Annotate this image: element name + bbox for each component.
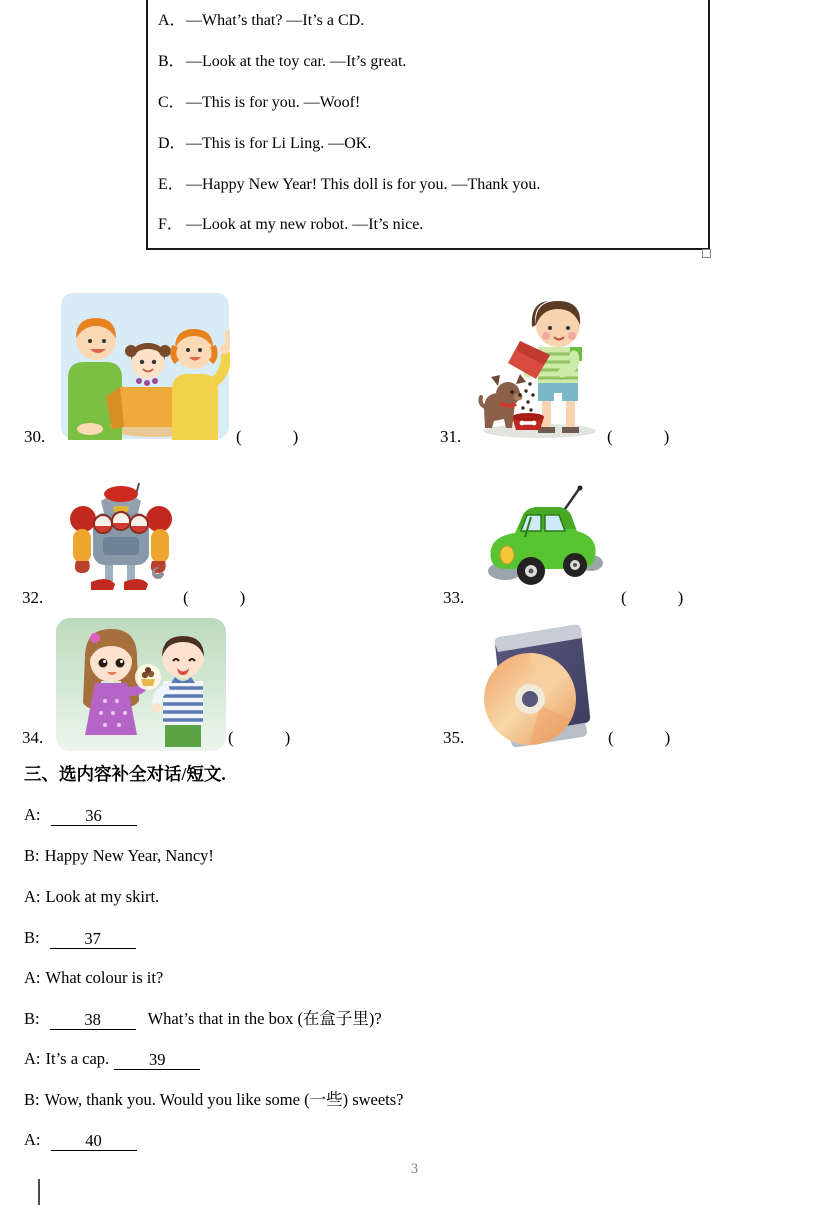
speaker-label: B: xyxy=(24,1009,40,1028)
blank-40: 40 xyxy=(51,1130,137,1151)
blank-38: 38 xyxy=(50,1009,136,1030)
question-number-35: 35. xyxy=(443,728,465,747)
option-text: —This is for you. —Woof! xyxy=(186,94,361,111)
dialogue-line-6 xyxy=(24,1008,382,1030)
blank-39: 39 xyxy=(114,1049,200,1070)
options-box xyxy=(146,0,710,250)
dialogue-line-9 xyxy=(24,1129,139,1151)
speaker-label: A: xyxy=(24,1130,41,1149)
option-letter: C． xyxy=(158,94,185,111)
option-item-c xyxy=(158,92,360,113)
page-number: 3 xyxy=(410,1161,419,1177)
dialogue-text: Look at my skirt. xyxy=(45,887,160,906)
option-letter: E． xyxy=(158,176,184,193)
dialogue-line-1 xyxy=(24,804,139,826)
textbox-resize-handle xyxy=(702,249,711,258)
answer-parens-31: ( ) xyxy=(607,427,670,446)
option-letter: B． xyxy=(158,53,185,70)
question-number-30: 30. xyxy=(24,427,46,446)
speaker-label: B: xyxy=(24,928,40,947)
answer-parens-32: ( ) xyxy=(183,588,246,607)
answer-parens-35: ( ) xyxy=(608,728,671,747)
option-letter: D． xyxy=(158,135,186,152)
option-item-d xyxy=(158,133,371,154)
blank-36: 36 xyxy=(51,805,137,826)
text-cursor-mark xyxy=(38,1179,40,1205)
option-item-e xyxy=(158,174,540,195)
dialogue-line-8 xyxy=(24,1089,404,1111)
answer-parens-34: ( ) xyxy=(228,728,291,747)
answer-parens-30: ( ) xyxy=(236,427,299,446)
dialogue-text: Happy New Year, Nancy! xyxy=(44,846,214,865)
option-text: —Look at my new robot. —It’s nice. xyxy=(186,216,424,233)
option-item-a xyxy=(158,10,364,31)
speaker-label: B: xyxy=(24,1090,40,1109)
question-number-32: 32. xyxy=(22,588,44,607)
dialogue-line-7 xyxy=(24,1048,202,1070)
question-number-31: 31. xyxy=(440,427,462,446)
dialogue-text: It’s a cap. xyxy=(45,1049,110,1068)
section-heading: 三、选内容补全对话/短文. xyxy=(24,764,226,784)
option-text: —What’s that? —It’s a CD. xyxy=(186,12,365,29)
option-item-f xyxy=(158,214,423,235)
speaker-label: A: xyxy=(24,968,41,987)
kids-with-doll-in-box-illustration xyxy=(60,292,230,440)
speaker-label: A: xyxy=(24,1049,41,1068)
answer-parens-33: ( ) xyxy=(621,588,684,607)
dialogue-line-3 xyxy=(24,886,159,908)
dialogue-text-after: What’s that in the box (在盒子里)? xyxy=(147,1009,382,1028)
speaker-label: A: xyxy=(24,887,41,906)
dialogue-line-4 xyxy=(24,927,138,949)
blank-37: 37 xyxy=(50,928,136,949)
cd-disc-illustration xyxy=(478,619,598,752)
speaker-label: A: xyxy=(24,805,41,824)
option-text: —This is for Li Ling. —OK. xyxy=(186,135,372,152)
option-text: —Happy New Year! This doll is for you. —Thank you. xyxy=(186,176,541,193)
dialogue-line-2 xyxy=(24,845,214,867)
girl-giving-cupcake-illustration xyxy=(55,617,227,752)
option-letter: F． xyxy=(158,216,183,233)
green-toy-car-illustration xyxy=(483,479,608,589)
toy-robot-illustration xyxy=(63,479,178,592)
question-number-34: 34. xyxy=(22,728,44,747)
dialogue-text: Wow, thank you. Would you like some (一些) sweets? xyxy=(44,1090,404,1109)
dialogue-line-5 xyxy=(24,967,163,989)
question-number-33: 33. xyxy=(443,588,465,607)
speaker-label: B: xyxy=(24,846,40,865)
option-item-b xyxy=(158,51,406,72)
option-text: —Look at the toy car. —It’s great. xyxy=(186,53,407,70)
dialogue-text: What colour is it? xyxy=(45,968,164,987)
option-letter: A． xyxy=(158,12,186,29)
boy-feeding-dog-illustration xyxy=(478,295,603,441)
